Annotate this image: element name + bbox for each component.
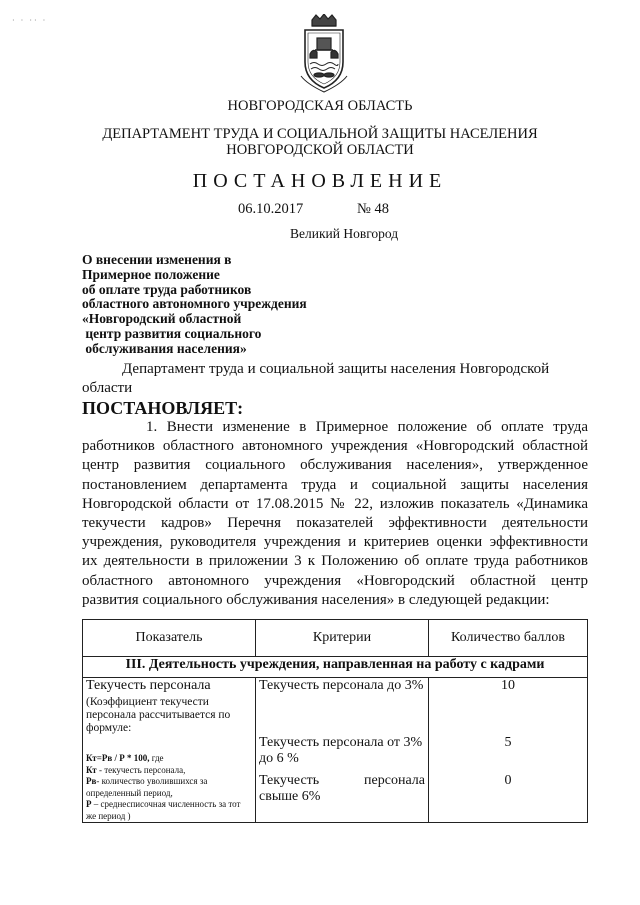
legend-symbol: Кт — [86, 764, 97, 775]
legend-symbol: Р — [86, 799, 92, 809]
region-name: НОВГОРОДСКАЯ ОБЛАСТЬ — [227, 98, 413, 114]
department-name-line1: ДЕПАРТАМЕНТ ТРУДА И СОЦИАЛЬНОЙ ЗАЩИТЫ НАСЕЛЕНИЯ — [102, 126, 538, 142]
paragraph-line: развития социального обслуживания населения» в следующей редакции: — [82, 591, 550, 608]
subject-line: центр развития социального — [82, 325, 262, 341]
table-section-row — [83, 657, 588, 678]
subject-line: «Новгородский областной — [82, 311, 242, 327]
legend-text: - текучесть персонала, — [96, 764, 186, 775]
paragraph-line: постановлением департамента труда и социальной защиты населения — [82, 476, 588, 493]
legend-symbol: Рв — [86, 776, 97, 786]
table-header-row — [83, 620, 588, 657]
criteria-cell: Текучесть персонала от 3% до 6 % — [256, 735, 429, 773]
paragraph-line: текучести кадров» Перечня показателей эффективности деятельности — [82, 514, 588, 531]
paragraph-line: 1. Внести изменение в Примерное положение об оплате труда — [146, 419, 588, 435]
resolution-paragraph — [82, 418, 588, 610]
formula-main: Кт=Рв / Р * 100, — [86, 753, 150, 763]
paragraph-line: областного автономного учреждения «Новгородский областной центр — [82, 572, 588, 589]
score-cell: 10 — [429, 678, 588, 736]
criteria-cell: Текучесть персонала свыше 6% — [256, 773, 429, 822]
intro-text: Департамент труда и социальной защиты населения Новгородской области — [82, 361, 550, 396]
indicator-note: (Коэффициент текучести персонала рассчитывается по формуле: — [86, 696, 231, 734]
indicator-name: Текучесть персонала — [86, 678, 211, 693]
intro-paragraph — [82, 360, 588, 398]
paragraph-line: центр развития социального обслуживания населения», утвержденное — [82, 457, 588, 474]
paragraph-line: их деятельности в приложении 3 к Положению об оплате труда работников — [82, 553, 588, 570]
criteria-cell: Текучесть персонала до 3% — [256, 678, 429, 736]
header-score: Количество баллов — [429, 620, 588, 657]
coat-of-arms-emblem — [297, 14, 351, 94]
indicator-cell — [83, 678, 256, 823]
paragraph-line: учреждения, руководителя учреждения и критериев оценки эффективности — [82, 534, 588, 551]
legend-text: – среднесписочная численность за тот же период ) — [86, 799, 241, 821]
subject-line: Примерное положение — [82, 266, 220, 282]
table-row — [83, 678, 588, 736]
document-subject — [82, 253, 307, 357]
header-indicator: Показатель — [83, 620, 256, 657]
document-number: № 48 — [357, 201, 389, 217]
formula-block — [86, 753, 252, 822]
score-cell: 5 — [429, 735, 588, 773]
scan-artifact: · · ·· · — [12, 16, 48, 25]
criteria-table — [82, 619, 588, 823]
paragraph-line: Новгородской области от 17.08.2015 № 22, изложив показатель «Динамика — [82, 495, 588, 512]
subject-line: об оплате труда работников — [82, 281, 252, 297]
subject-line: обслуживания населения» — [82, 340, 247, 356]
document-city: Великий Новгород — [290, 226, 399, 241]
subject-line: О внесении изменения в — [82, 252, 232, 267]
formula-where: где — [149, 753, 164, 763]
section-title: III. Деятельность учреждения, направленная на работу с кадрами — [83, 657, 588, 678]
document-date: 06.10.2017 — [238, 201, 304, 217]
score-cell: 0 — [429, 773, 588, 822]
header-criteria: Критерии — [256, 620, 429, 657]
resolves-heading: ПОСТАНОВЛЯЕТ: — [82, 398, 244, 418]
subject-line: областного автономного учреждения — [82, 296, 307, 312]
legend-text: - количество уволившихся за определенный период, — [86, 776, 208, 798]
department-name-line2: НОВГОРОДСКОЙ ОБЛАСТИ — [226, 142, 414, 158]
document-type-title: ПОСТАНОВЛЕНИЕ — [192, 170, 448, 192]
paragraph-line: работников областного автономного учреждения «Новгородский областной — [82, 438, 588, 455]
